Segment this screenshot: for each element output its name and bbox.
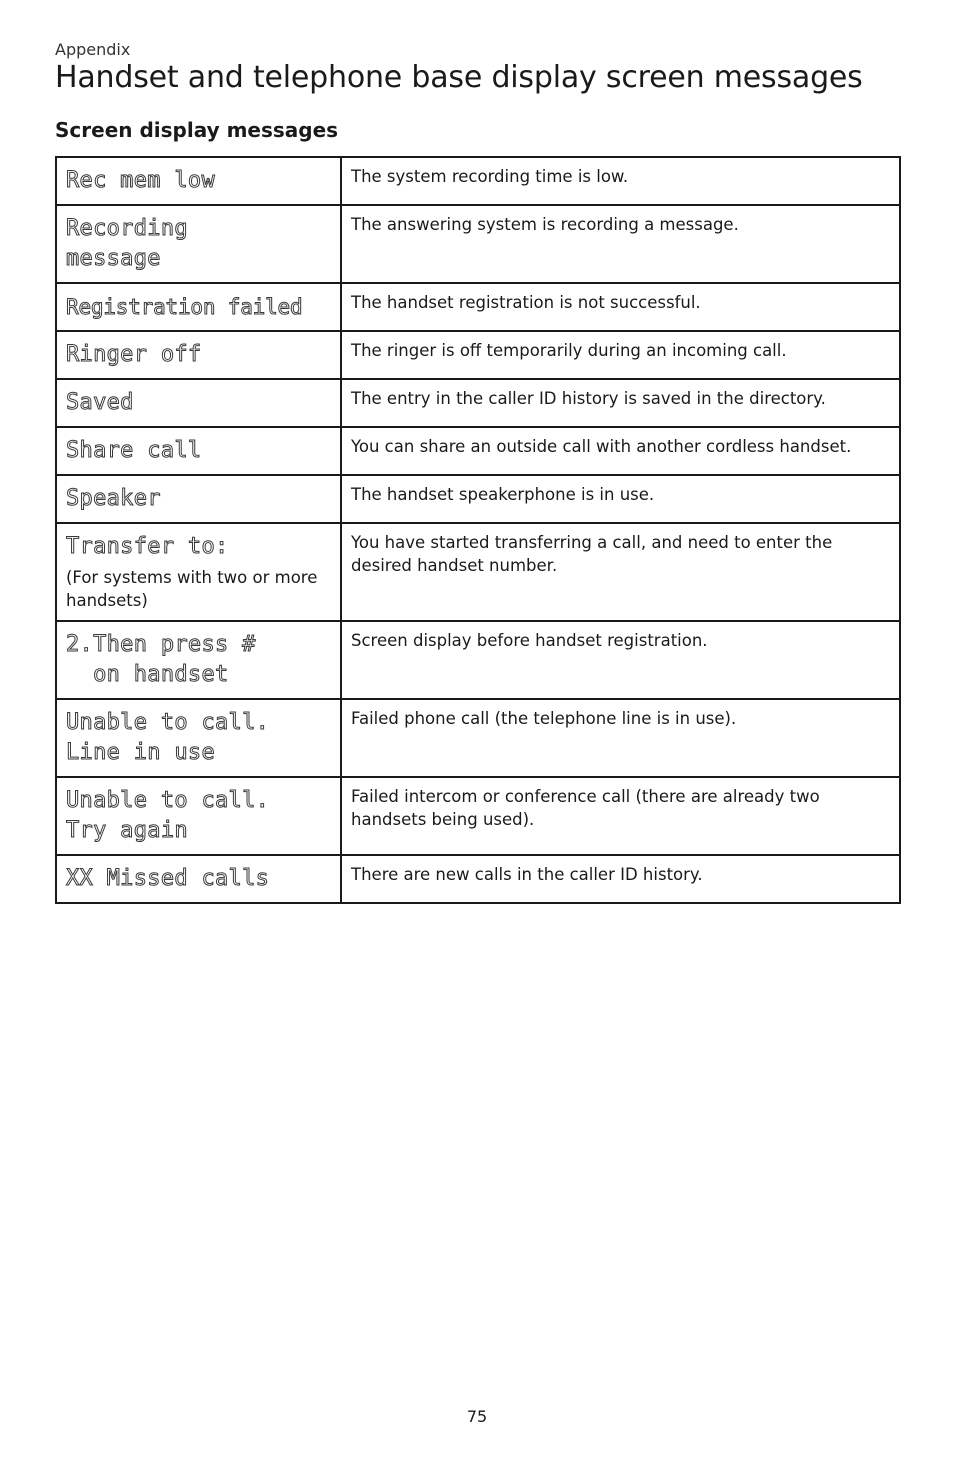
description-cell: The system recording time is low.	[341, 157, 900, 205]
lcd-message: Recording message	[66, 216, 188, 271]
row-note: (For systems with two or more handsets)	[66, 568, 318, 610]
display-cell	[56, 283, 341, 331]
lcd-message: Share call	[66, 438, 202, 463]
lcd-message: Registration failed	[66, 295, 303, 319]
display-cell	[56, 157, 341, 205]
table-row	[56, 699, 900, 777]
description-cell: Screen display before handset registration.	[341, 621, 900, 699]
description-cell: You can share an outside call with another cordless handset.	[341, 427, 900, 475]
table-row	[56, 379, 900, 427]
table-row	[56, 157, 900, 205]
lcd-message: Speaker	[66, 486, 161, 511]
description-cell: Failed intercom or conference call (there are already two handsets being used).	[341, 777, 900, 855]
display-cell	[56, 205, 341, 283]
description-cell: The entry in the caller ID history is saved in the directory.	[341, 379, 900, 427]
table-row	[56, 777, 900, 855]
table-row	[56, 427, 900, 475]
display-cell	[56, 523, 341, 621]
lcd-message: Transfer to:	[66, 534, 229, 559]
description-cell: There are new calls in the caller ID history.	[341, 855, 900, 903]
table-row	[56, 621, 900, 699]
lcd-message: 2.Then press # on handset	[66, 632, 256, 687]
lcd-message: Unable to call. Line in use	[66, 710, 270, 765]
display-cell	[56, 699, 341, 777]
lcd-message: Rec mem low	[66, 168, 215, 193]
table-row	[56, 331, 900, 379]
lcd-message: Ringer off	[66, 342, 202, 367]
display-cell	[56, 427, 341, 475]
display-cell	[56, 475, 341, 523]
display-cell	[56, 777, 341, 855]
description-cell: The handset registration is not successful.	[341, 283, 900, 331]
table-row	[56, 523, 900, 621]
description-cell: The handset speakerphone is in use.	[341, 475, 900, 523]
section-subtitle: Screen display messages	[55, 118, 339, 142]
display-cell	[56, 379, 341, 427]
display-cell	[56, 331, 341, 379]
table-row	[56, 855, 900, 903]
messages-table	[55, 156, 901, 904]
description-cell: The ringer is off temporarily during an incoming call.	[341, 331, 900, 379]
table-row	[56, 283, 900, 331]
page-title: Handset and telephone base display screen messages	[55, 60, 863, 95]
table-row	[56, 475, 900, 523]
section-label: Appendix	[55, 40, 131, 59]
lcd-message: Unable to call. Try again	[66, 788, 270, 843]
display-cell	[56, 855, 341, 903]
description-cell: Failed phone call (the telephone line is in use).	[341, 699, 900, 777]
lcd-message: Saved	[66, 390, 134, 415]
lcd-message: XX Missed calls	[66, 866, 270, 891]
table-row	[56, 205, 900, 283]
display-cell	[56, 621, 341, 699]
description-cell: The answering system is recording a message.	[341, 205, 900, 283]
description-cell: You have started transferring a call, and need to enter the desired handset number.	[341, 523, 900, 621]
page-number: 75	[466, 1407, 488, 1426]
